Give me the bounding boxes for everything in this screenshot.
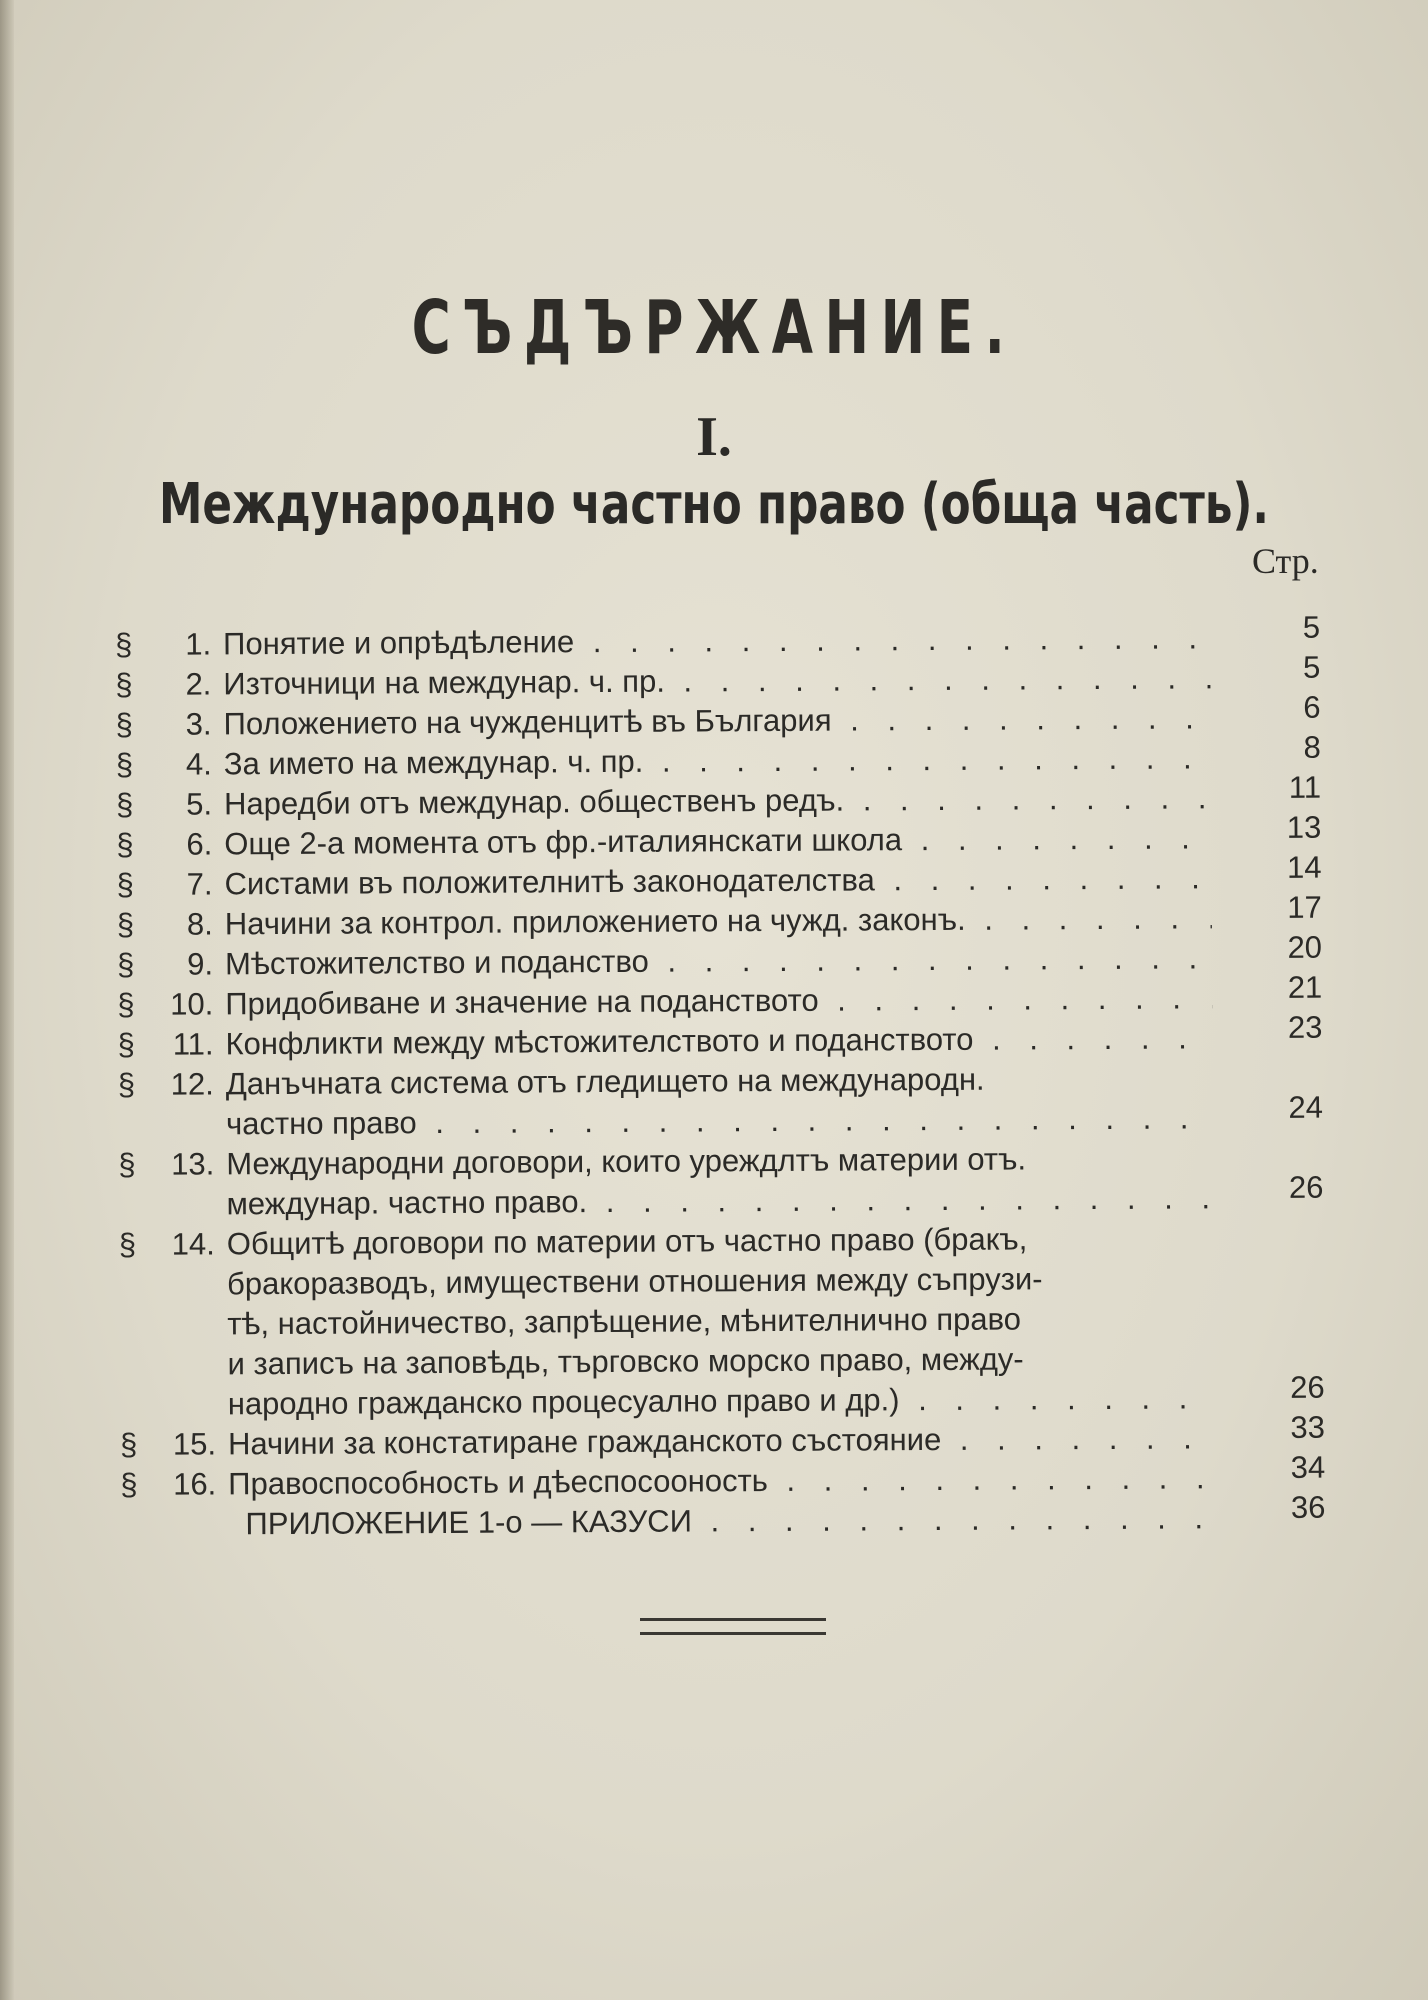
section-sign: § xyxy=(116,906,135,942)
toc-entry-number: 9. xyxy=(187,946,214,982)
toc-entry-title: Правоспособность и дѣеспосооность . . . xyxy=(228,1458,1215,1504)
section-sign: § xyxy=(115,666,133,702)
section-sign: § xyxy=(117,1066,136,1102)
section-sign: § xyxy=(116,866,134,902)
section-sign: § xyxy=(120,1466,138,1502)
toc-entry-number: 6. xyxy=(186,826,213,862)
section-sign: § xyxy=(118,1146,136,1182)
toc-entry-page: 17 xyxy=(1287,889,1322,925)
toc-entry-title: Още 2-а момента отъ фр.-италиянскати школа . . . xyxy=(224,818,1211,864)
toc-entry-number: 8. xyxy=(186,906,213,942)
toc-annex-entry xyxy=(120,1489,1335,1545)
toc-entry-title: Източници на междунар. ч. пр. . . . xyxy=(223,658,1210,704)
closing-double-rule xyxy=(640,1618,826,1635)
section-sign: § xyxy=(117,1026,135,1062)
section-sign: § xyxy=(118,1226,137,1262)
toc-entry-title: Наредби отъ междунар. общественъ редъ. . . . xyxy=(224,778,1211,824)
toc-entry-title: междунар. частно право. . . . xyxy=(226,1178,1213,1224)
toc-entry-page: 26 xyxy=(1290,1369,1325,1405)
toc-entry-number: 10. xyxy=(170,986,214,1022)
toc-entry-page: 8 xyxy=(1303,729,1321,765)
toc-entry-title: Придобиване и значение на поданството . . . xyxy=(225,978,1212,1024)
part-title: Международно частно право (обща часть). xyxy=(158,472,1270,537)
toc-entry-title: ПРИЛОЖЕНИЕ 1-о — КАЗУСИ . . . xyxy=(245,1498,1215,1544)
toc-entry-title: Понятие и опрѣдѣление . . . xyxy=(223,618,1210,664)
toc-entry-title: Данъчната система отъ гледището на международн. xyxy=(225,1061,985,1102)
toc-entry-number: 15. xyxy=(172,1426,217,1462)
section-sign: § xyxy=(116,946,135,982)
section-sign: § xyxy=(115,786,134,822)
toc-entry-title: Общитѣ договори по материи отъ частно право (бракъ, xyxy=(226,1221,1028,1262)
toc-entry-number: 5. xyxy=(186,786,213,822)
toc-entry-page: 26 xyxy=(1288,1169,1324,1205)
toc-entry-page: 20 xyxy=(1287,929,1323,965)
toc-entry-page: 33 xyxy=(1290,1409,1326,1445)
toc-entry-page: 21 xyxy=(1287,969,1323,1005)
toc-entry-page: 6 xyxy=(1303,689,1321,725)
toc-entry-number: 12. xyxy=(170,1066,214,1102)
toc-entry-number: 2. xyxy=(185,666,212,702)
toc-entry-number: 14. xyxy=(171,1226,215,1262)
toc-entry-title: За името на междунар. ч. пр. . . . xyxy=(224,738,1211,784)
toc-entry-page: 11 xyxy=(1288,769,1322,805)
page-title: СЪДЪРЖАНИЕ. xyxy=(411,285,1017,371)
toc-entry-number: 16. xyxy=(173,1466,217,1502)
section-sign: § xyxy=(115,626,133,662)
toc-entry-title: и записъ на заповѣдь, търговско морско право, между- xyxy=(227,1341,1024,1382)
table-of-contents xyxy=(115,609,1336,1545)
toc-entry-page: 14 xyxy=(1286,849,1322,885)
toc-entry-title: тѣ, настойничество, запрѣщение, мѣнителнично право xyxy=(227,1301,1022,1342)
section-sign: § xyxy=(115,746,134,782)
toc-entry-title: Международни договори, които уреждлтъ материи отъ. xyxy=(226,1141,1027,1182)
toc-entry-number: 4. xyxy=(185,746,212,782)
toc-entry-title: Начини за констатиране гражданското състояние . . . xyxy=(228,1418,1215,1464)
toc-entry-number: 13. xyxy=(171,1146,215,1182)
toc-entry-page: 36 xyxy=(1290,1489,1326,1525)
toc-entry-page: 13 xyxy=(1286,809,1322,845)
section-sign: § xyxy=(117,986,135,1022)
toc-entry-number: 1. xyxy=(185,626,212,662)
toc-entry-title: Мѣстожителство и поданство . . . xyxy=(225,938,1212,984)
toc-entry-page: 34 xyxy=(1290,1449,1326,1485)
toc-entry-title: народно гражданско процесуално право и др.) . . . xyxy=(228,1378,1215,1424)
toc-entry-title: частно право . . . xyxy=(226,1098,1213,1144)
toc-entry-number: 7. xyxy=(186,866,213,902)
part-number: I. xyxy=(696,406,732,468)
pages-column-header: Стр. xyxy=(1252,541,1319,581)
toc-entry-number: 3. xyxy=(185,706,212,742)
toc-entry-title: Систами въ положителнитѣ законодателства . . . xyxy=(224,858,1211,904)
toc-entry-number: 11. xyxy=(172,1026,214,1062)
toc-entry-page: 5 xyxy=(1302,609,1321,645)
toc-entry-title: Положението на чужденцитѣ въ България . . . xyxy=(223,698,1210,744)
section-sign: § xyxy=(116,826,134,862)
toc-entry-page: 5 xyxy=(1302,649,1321,685)
section-sign: § xyxy=(115,706,133,742)
toc-entry-title: Начини за контрол. приложението на чужд. законъ. . . . xyxy=(225,898,1212,944)
toc-entry-page: 23 xyxy=(1287,1009,1323,1045)
toc-entry-title: Конфликти между мѣстожителството и поданството . . . xyxy=(225,1018,1212,1064)
toc-entry-title: бракоразводъ, имуществени отношения между съпрузи- xyxy=(226,1261,1043,1302)
toc-entry-page: 24 xyxy=(1288,1089,1324,1125)
section-sign: § xyxy=(119,1426,138,1462)
page-edge xyxy=(0,0,14,2000)
